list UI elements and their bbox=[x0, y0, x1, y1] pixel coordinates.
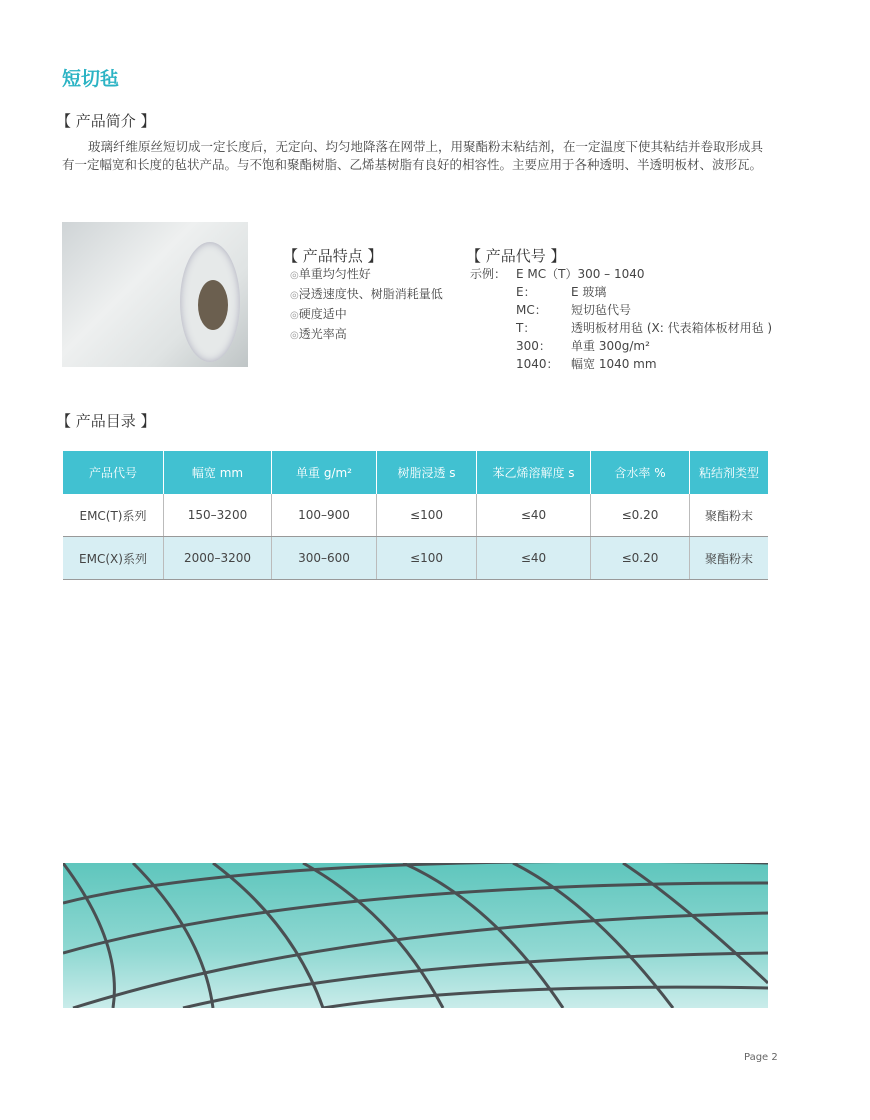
product-photo-roll bbox=[62, 222, 248, 367]
col-header: 幅宽 mm bbox=[164, 451, 272, 494]
table-row bbox=[63, 537, 768, 580]
cell: ≤0.20 bbox=[591, 537, 690, 580]
catalog-table bbox=[63, 451, 768, 580]
cell: 2000–3200 bbox=[164, 537, 272, 580]
cell: ≤0.20 bbox=[591, 494, 690, 537]
code-example: E MC（T）300 – 1040 bbox=[516, 267, 645, 281]
architecture-photo bbox=[63, 863, 768, 1008]
cell: 聚酯粉末 bbox=[690, 537, 769, 580]
code-row: E： E 玻璃 bbox=[516, 285, 607, 299]
intro-heading: 【 产品简介 】 bbox=[56, 112, 156, 130]
col-header: 产品代号 bbox=[63, 451, 164, 494]
cell: ≤100 bbox=[377, 494, 477, 537]
feature-item: ◎透光率高 bbox=[290, 327, 347, 341]
col-header: 粘结剂类型 bbox=[690, 451, 769, 494]
cell: EMC(X)系列 bbox=[63, 537, 164, 580]
features-heading: 【 产品特点 】 bbox=[283, 247, 383, 265]
code-row: 300： 单重 300g/m² bbox=[516, 339, 650, 353]
features-list bbox=[290, 265, 443, 345]
table-row bbox=[63, 494, 768, 537]
code-row: T： 透明板材用毡 (X: 代表箱体板材用毡 ) bbox=[516, 321, 773, 335]
col-header: 含水率 % bbox=[591, 451, 690, 494]
cell: 150–3200 bbox=[164, 494, 272, 537]
cell: EMC(T)系列 bbox=[63, 494, 164, 537]
cell: 100–900 bbox=[272, 494, 377, 537]
table-header-row bbox=[63, 451, 768, 494]
code-legend bbox=[516, 283, 776, 373]
page-number: Page 2 bbox=[744, 1052, 778, 1063]
intro-text: 玻璃纤维原丝短切成一定长度后，无定向、均匀地降落在网带上，用聚酯粉末粘结剂，在一定温度下使其粘结并卷取形成具有一定幅宽和长度的毡状产品。与不饱和聚酯树脂、乙烯基树脂有良好的相容性。主要应用于各种透明、半透明板材、波形瓦。 bbox=[62, 139, 764, 172]
cell: ≤100 bbox=[377, 537, 477, 580]
page-title: 短切毡 bbox=[62, 68, 120, 90]
code-row: MC： 短切毡代号 bbox=[516, 303, 632, 317]
catalog-heading: 【 产品目录 】 bbox=[56, 412, 156, 430]
col-header: 树脂浸透 s bbox=[377, 451, 477, 494]
feature-item: ◎硬度适中 bbox=[290, 307, 347, 321]
code-heading: 【 产品代号 】 bbox=[466, 247, 566, 265]
code-example-label: 示例： bbox=[470, 267, 507, 281]
cell: ≤40 bbox=[477, 537, 591, 580]
col-header: 单重 g/m² bbox=[272, 451, 377, 494]
cell: 聚酯粉末 bbox=[690, 494, 769, 537]
cell: 300–600 bbox=[272, 537, 377, 580]
cell: ≤40 bbox=[477, 494, 591, 537]
feature-item: ◎浸透速度快、树脂消耗量低 bbox=[290, 287, 443, 301]
col-header: 苯乙烯溶解度 s bbox=[477, 451, 591, 494]
feature-item: ◎单重均匀性好 bbox=[290, 267, 371, 281]
code-row: 1040： 幅宽 1040 mm bbox=[516, 357, 657, 371]
